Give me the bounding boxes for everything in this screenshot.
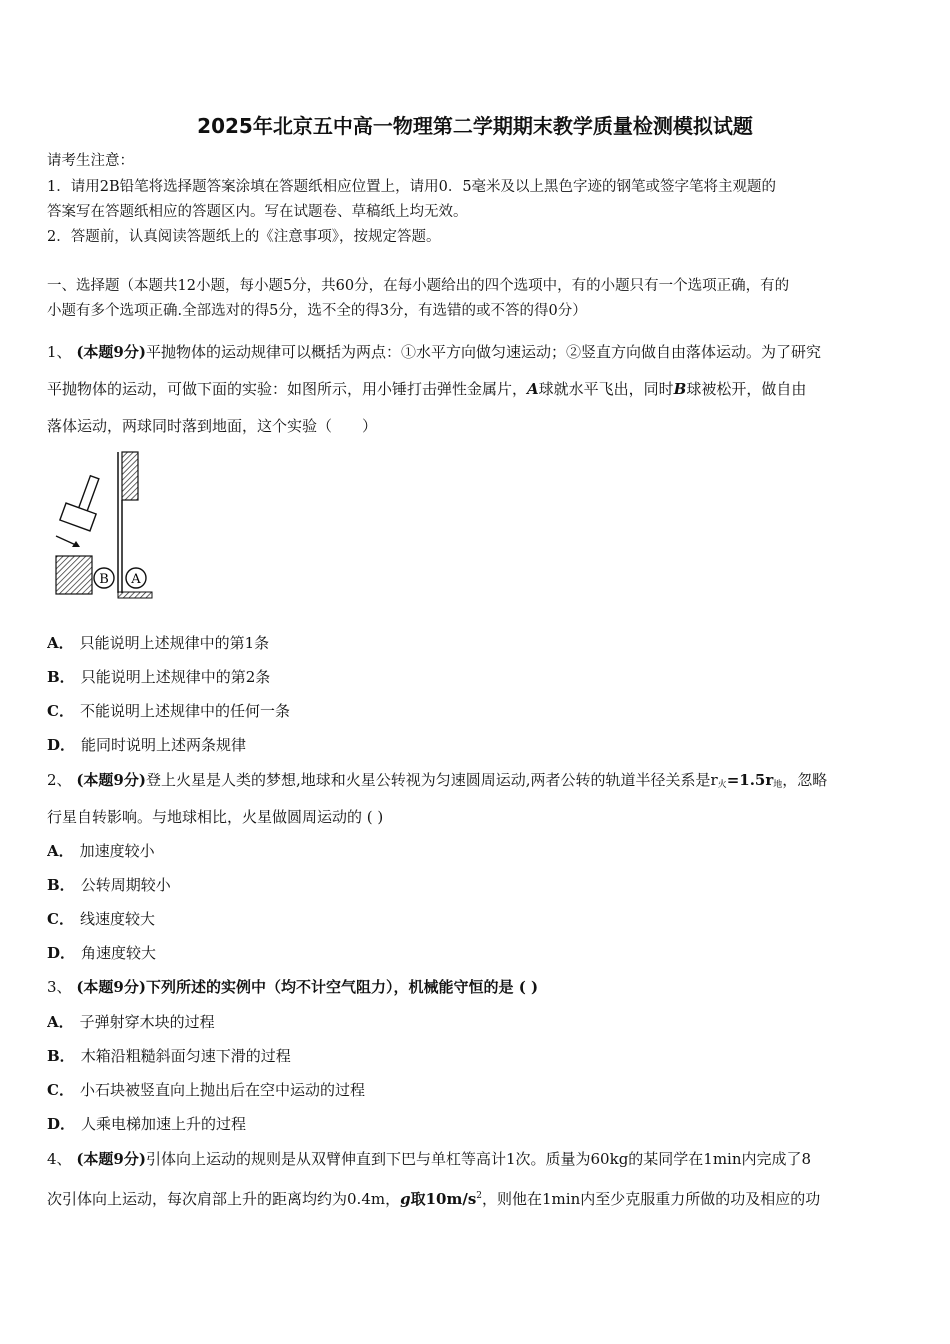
option-text: 不能说明上述规律中的任何一条 — [79, 702, 290, 720]
question-number: 1、 — [47, 343, 72, 361]
question-1-option-a[interactable] — [47, 633, 907, 653]
option-label: D． — [47, 1115, 76, 1133]
question-3-option-d[interactable] — [47, 1114, 907, 1134]
option-text: 木箱沿粗糙斜面匀速下滑的过程 — [80, 1047, 291, 1065]
question-text: ，忽略 — [782, 771, 828, 789]
option-label: D． — [47, 944, 76, 962]
question-1-line-2 — [47, 379, 907, 399]
question-2-option-b[interactable] — [47, 875, 907, 895]
question-1-option-c[interactable] — [47, 701, 907, 721]
question-4-line-2 — [47, 1186, 907, 1209]
option-text: 角速度较大 — [81, 944, 157, 962]
question-tag: (本题9分) — [76, 343, 146, 361]
question-text: 引体向上运动的规则是从双臂伸直到下巴与单杠等高计1次。质量为60kg的某同学在1min内完成了8 — [145, 1150, 812, 1168]
option-label: C． — [47, 702, 74, 720]
option-text: 加速度较小 — [79, 842, 155, 860]
question-3-option-c[interactable] — [47, 1080, 907, 1100]
option-label: B． — [47, 668, 75, 686]
question-2-option-d[interactable] — [47, 943, 907, 963]
question-text: =1.5r — [726, 771, 774, 789]
notice-item-1: 1．请用2B铅笔将选择题答案涂填在答题纸相应位置上，请用0．5毫米及以上黑色字迹的钢笔或签字笔将主观题的 — [47, 179, 777, 195]
option-label: C． — [47, 910, 74, 928]
question-text: 球被松开，做自由 — [686, 380, 807, 398]
option-text: 人乘电梯加速上升的过程 — [81, 1115, 247, 1133]
question-3-line-1 — [47, 977, 907, 997]
question-tag: (本题9分) — [76, 1150, 146, 1168]
option-text: 线速度较大 — [79, 910, 155, 928]
question-2-option-a[interactable] — [47, 841, 907, 861]
option-text: 小石块被竖直向上抛出后在空中运动的过程 — [79, 1081, 365, 1099]
question-2-option-c[interactable] — [47, 909, 907, 929]
option-label: B． — [47, 876, 75, 894]
question-text: 取10m/s — [410, 1190, 477, 1208]
notice-item-3: 2．答题前，认真阅读答题纸上的《注意事项》，按规定答题。 — [47, 229, 441, 245]
ball-a-label: A — [131, 572, 141, 587]
option-text: 公转周期较小 — [80, 876, 171, 894]
question-text: 平抛物体的运动，可做下面的实验：如图所示，用小锤打击弹性金属片， — [47, 380, 528, 398]
clamp-block — [122, 452, 138, 500]
option-label: A． — [47, 842, 74, 860]
option-label: D． — [47, 736, 76, 754]
question-text: 下列所述的实例中（均不计空气阻力），机械能守恒的是 ( ) — [145, 978, 539, 996]
question-text: 登上火星是人类的梦想,地球和火星公转视为匀速圆周运动,两者公转的轨道半径关系是r — [145, 771, 718, 789]
notice-item-2: 答案写在答题纸相应的答题区内。写在试题卷、草稿纸上均无效。 — [47, 204, 468, 220]
subscript-earth: 地 — [773, 780, 783, 790]
section-instructions-1: 一、选择题（本题共12小题，每小题5分，共60分，在每小题给出的四个选项中，有的小题只有一个选项正确，有的 — [47, 278, 790, 294]
option-label: A． — [47, 634, 74, 652]
option-text: 只能说明上述规律中的第2条 — [80, 668, 271, 686]
page-title: 2025年北京五中高一物理第二学期期末教学质量检测模拟试题 — [197, 114, 753, 138]
gravity-symbol: g — [400, 1190, 411, 1208]
section-instructions-2: 小题有多个选项正确.全部选对的得5分，选不全的得3分，有选错的或不答的得0分） — [47, 303, 587, 319]
hammer-icon — [60, 476, 99, 531]
ball-b-label: B — [673, 380, 687, 398]
question-text: 平抛物体的运动规律可以概括为两点：①水平方向做匀速运动；②竖直方向做自由落体运动。为了研究 — [145, 343, 821, 361]
notice-heading: 请考生注意： — [47, 153, 134, 169]
question-3-option-b[interactable] — [47, 1046, 907, 1066]
question-tag: (本题9分) — [76, 978, 146, 996]
ground — [118, 592, 152, 598]
superscript: 2 — [476, 1191, 482, 1201]
ball-a-label: A — [527, 380, 539, 398]
option-text: 能同时说明上述两条规律 — [81, 736, 247, 754]
question-2-line-1 — [47, 770, 907, 795]
option-label: C． — [47, 1081, 74, 1099]
strike-arrow-icon — [56, 536, 80, 547]
question-tag: (本题9分) — [76, 771, 146, 789]
question-3-option-a[interactable] — [47, 1012, 907, 1032]
question-text: ，则他在1min内至少克服重力所做的功及相应的功 — [482, 1190, 821, 1208]
question-text: 球就水平飞出，同时 — [538, 380, 674, 398]
question-4-line-1 — [47, 1149, 907, 1169]
ball-b-label: B — [99, 572, 109, 587]
option-label: A． — [47, 1013, 74, 1031]
subscript-mars: 火 — [717, 780, 727, 790]
question-number: 3、 — [47, 978, 72, 996]
experiment-figure — [50, 450, 160, 602]
option-text: 只能说明上述规律中的第1条 — [79, 634, 270, 652]
question-number: 4、 — [47, 1150, 72, 1168]
question-number: 2、 — [47, 771, 72, 789]
question-1-option-d[interactable] — [47, 735, 907, 755]
question-1-line-1 — [47, 342, 907, 362]
option-label: B． — [47, 1047, 75, 1065]
question-1-option-b[interactable] — [47, 667, 907, 687]
question-2-line-2: 行星自转影响。与地球相比，火星做圆周运动的 ( ) — [47, 808, 384, 826]
base-block — [56, 556, 92, 594]
option-text: 子弹射穿木块的过程 — [79, 1013, 215, 1031]
question-1-line-3: 落体运动，两球同时落到地面，这个实验（ ） — [47, 417, 378, 435]
question-text: 次引体向上运动，每次肩部上升的距离均约为0.4m， — [47, 1190, 401, 1208]
